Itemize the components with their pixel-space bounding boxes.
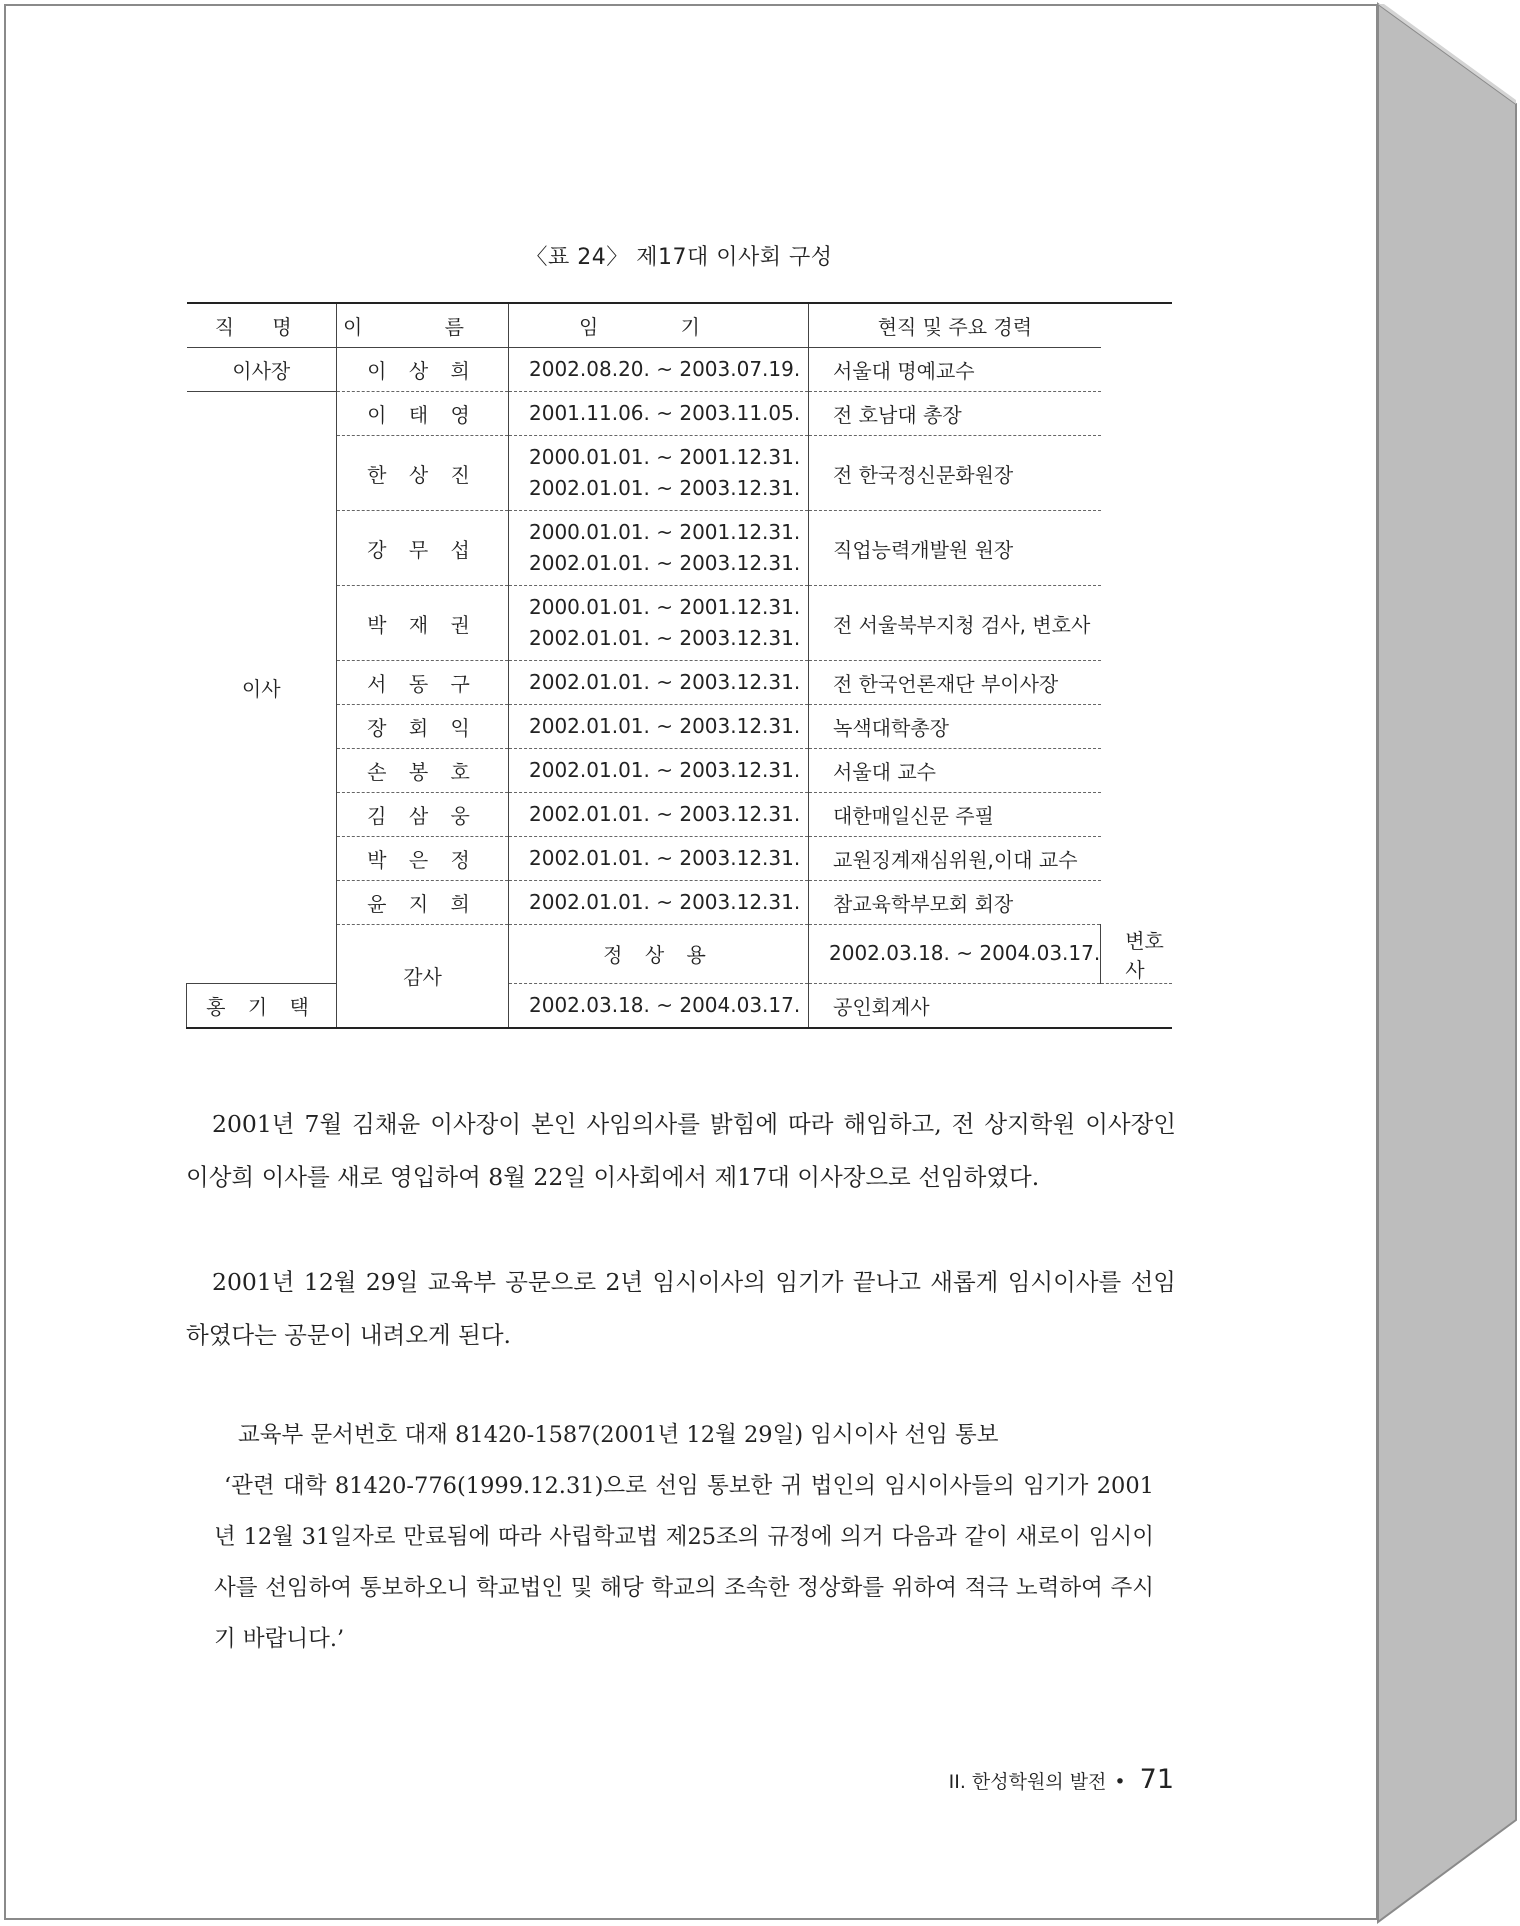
board-table [186,302,1172,1029]
term-line: 2002.01.01. ~ 2003.12.31. [529,758,801,782]
footer-section-title: II. 한성학원의 발전 [948,1771,1107,1793]
name-cell: 김 삼 웅 [337,793,509,837]
term-line: 2002.01.01. ~ 2003.12.31. [529,714,801,738]
term-line: 2000.01.01. ~ 2001.12.31. [529,520,801,544]
table-header-row [187,303,1173,348]
header-name: 이 름 [337,303,509,348]
term-line: 2002.01.01. ~ 2003.12.31. [529,890,801,914]
career-cell: 전 서울북부지청 검사, 변호사 [809,586,1101,661]
table-row [187,983,1173,1028]
header-term: 임 기 [509,303,809,348]
term-line: 2002.08.20. ~ 2003.07.19. [529,357,801,381]
career-cell: 참교육학부모회 회장 [809,881,1101,925]
name-cell: 한 상 진 [337,436,509,511]
term-cell [509,348,809,392]
career-cell: 변호사 [1101,925,1172,984]
header-career: 현직 및 주요 경력 [809,303,1101,348]
body-paragraph: 2001년 12월 29일 교육부 공문으로 2년 임시이사의 임기가 끝나고 새롭게 임시이사를 선임하였다는 공문이 내려오게 된다. [186,1268,1176,1349]
term-line: 2002.01.01. ~ 2003.12.31. [529,802,801,826]
career-cell: 녹색대학총장 [809,705,1101,749]
term-cell [509,392,809,436]
name-cell: 박 은 정 [337,837,509,881]
page-number: 71 [1139,1764,1174,1795]
name-cell: 홍 기 택 [187,983,337,1028]
page-footer [949,1764,1174,1795]
career-cell: 전 호남대 총장 [809,392,1101,436]
footer-bullet: • [1114,1771,1126,1793]
term-line: 2000.01.01. ~ 2001.12.31. [529,595,801,619]
name-cell: 이 태 영 [337,392,509,436]
role-cell: 감사 [337,925,509,1028]
name-cell: 강 무 섭 [337,511,509,586]
quote-body: ‘관련 대학 81420-776(1999.12.31)으로 선임 통보한 귀 법인의 임시이사들의 임기가 2001년 12월 31일자로 만료됨에 따라 사립학교법 제25조의 규정에 의거 다음과 같이 새로이 임시이사를 선임하여 통보하오니 학교법인 및 해당 학교의 조속한 정상화를 위하여 적극 노력하여 주시기 바랍니다.’ [214,1473,1154,1652]
career-cell: 서울대 교수 [809,749,1101,793]
name-cell: 윤 지 희 [337,881,509,925]
term-cell [509,511,809,586]
header-role: 직 명 [187,303,337,348]
term-cell [509,837,809,881]
term-line: 2002.01.01. ~ 2003.12.31. [529,846,801,870]
career-cell: 공인회계사 [809,983,1101,1028]
term-line: 2002.01.01. ~ 2003.12.31. [529,476,801,500]
term-line: 2002.01.01. ~ 2003.12.31. [529,626,801,650]
term-line: 2001.11.06. ~ 2003.11.05. [529,401,801,425]
term-line: 2002.03.18. ~ 2004.03.17. [829,941,1101,966]
role-cell: 이사 [187,392,337,984]
name-cell: 서 동 구 [337,661,509,705]
term-cell [509,749,809,793]
name-cell: 장 회 익 [337,705,509,749]
term-cell [509,983,809,1028]
term-line: 2000.01.01. ~ 2001.12.31. [529,445,801,469]
career-cell: 서울대 명예교수 [809,348,1101,392]
table-row [187,348,1173,392]
term-line: 2002.01.01. ~ 2003.12.31. [529,551,801,575]
career-cell: 직업능력개발원 원장 [809,511,1101,586]
table-row [187,392,1173,436]
quote-heading: 교육부 문서번호 대재 81420-1587(2001년 12월 29일) 임시이사 선임 통보 [238,1422,999,1448]
term-cell [509,705,809,749]
name-cell: 손 봉 호 [337,749,509,793]
career-cell: 대한매일신문 주필 [809,793,1101,837]
term-line: 2002.03.18. ~ 2004.03.17. [529,992,801,1017]
body-paragraph: 2001년 7월 김채윤 이사장이 본인 사임의사를 밝힘에 따라 해임하고, 전 상지학원 이사장인 이상희 이사를 새로 영입하여 8월 22일 이사회에서 제17대 이사장으로 선임하였다. [186,1110,1176,1191]
name-cell: 이 상 희 [337,348,509,392]
role-cell: 이사장 [187,348,337,392]
table-caption: 〈표 24〉 제17대 이사회 구성 [525,245,833,270]
name-cell: 정 상 용 [509,925,809,984]
term-cell [509,661,809,705]
term-cell [509,793,809,837]
term-cell [509,436,809,511]
career-cell: 전 한국언론재단 부이사장 [809,661,1101,705]
term-cell [509,586,809,661]
name-cell: 박 재 권 [337,586,509,661]
career-cell: 전 한국정신문화원장 [809,436,1101,511]
career-cell: 교원징계재심위원,이대 교수 [809,837,1101,881]
term-line: 2002.01.01. ~ 2003.12.31. [529,670,801,694]
term-cell [809,925,1101,984]
term-cell [509,881,809,925]
